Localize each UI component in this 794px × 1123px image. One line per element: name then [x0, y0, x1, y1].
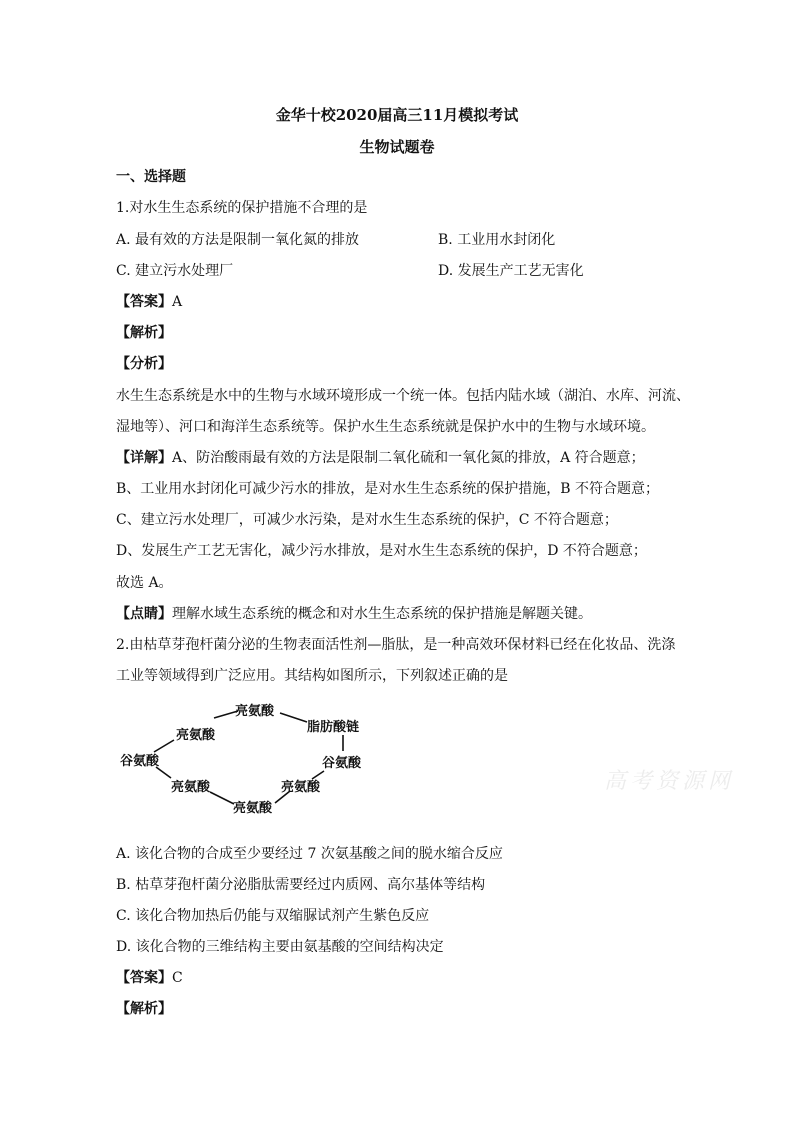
bond-line — [280, 713, 307, 722]
q2-option-d: D. 该化合物的三维结构主要由氨基酸的空间结构决定 — [116, 939, 444, 955]
q1-fenxi-tag: 【分析】 — [116, 356, 172, 372]
detail-tag: 【详解】 — [116, 450, 172, 466]
bond-line — [312, 771, 324, 779]
exam-title: 金华十校2020届高三11月模拟考试 — [275, 106, 519, 124]
q1-option-d: D. 发展生产工艺无害化 — [438, 263, 584, 279]
node-left: 谷氨酸 — [120, 754, 160, 769]
point-tag: 【点睛】 — [116, 606, 172, 622]
section-heading: 一、选择题 — [116, 169, 186, 185]
node-right: 谷氨酸 — [322, 756, 362, 771]
q1-option-b: B. 工业用水封闭化 — [438, 232, 556, 248]
node-upper-left: 亮氨酸 — [176, 728, 216, 743]
q2-option-a: A. 该化合物的合成至少要经过 7 次氨基酸之间的脱水缩合反应 — [116, 846, 503, 862]
q2-answer — [116, 967, 183, 987]
node-bottom: 亮氨酸 — [233, 801, 273, 816]
q2-option-c: C. 该化合物加热后仍能与双缩脲试剂产生紫色反应 — [116, 908, 430, 924]
q1-detail-d: D、发展生产工艺无害化，减少污水排放，是对水生生态系统的保护，D 不符合题意； — [116, 543, 647, 559]
q2-stem-line1: 2.由枯草芽孢杆菌分泌的生物表面活性剂—脂肽，是一种高效环保材料已经在化妆品、洗涤 — [116, 637, 676, 653]
q2-stem-line2: 工业等领域得到广泛应用。其结构如图所示，下列叙述正确的是 — [116, 668, 508, 684]
answer-tag: 【答案】 — [116, 970, 172, 986]
q1-option-c: C. 建立污水处理厂 — [116, 263, 234, 279]
node-lower-left: 亮氨酸 — [171, 780, 211, 795]
q1-detail-a — [116, 447, 645, 467]
q1-detail-b: B、工业用水封闭化可减少污水的排放，是对水生生态系统的保护措施，B 不符合题意； — [116, 481, 660, 497]
bond-line — [154, 740, 174, 752]
node-fatty-acid-chain: 脂肪酸链 — [307, 720, 360, 735]
q1-answer — [116, 291, 182, 311]
point-text: 理解水域生态系统的概念和对水生生态系统的保护措施是解题关键。 — [172, 606, 592, 622]
q1-stem: 1.对水生生态系统的保护措施不合理的是 — [116, 200, 368, 216]
q1-analysis-line2: 湿地等）、河口和海洋生态系统等。保护水生生态系统就是保护水中的生物与水域环境。 — [116, 419, 655, 435]
answer-value: C — [172, 970, 183, 986]
q1-conclusion: 故选 A。 — [116, 575, 173, 591]
q1-option-a: A. 最有效的方法是限制一氧化氮的排放 — [116, 232, 360, 248]
q1-analysis-line1: 水生生态系统是水中的生物与水域环境形成一个统一体。包括内陆水域（湖泊、水库、河流、 — [116, 388, 690, 404]
answer-value: A — [172, 294, 183, 310]
q1-point — [116, 603, 592, 623]
node-lower-right: 亮氨酸 — [281, 780, 321, 795]
node-top: 亮氨酸 — [235, 704, 275, 719]
q2-option-b: B. 枯草芽孢杆菌分泌脂肽需要经过内质网、高尔基体等结构 — [116, 877, 486, 893]
q1-detail-c: C、建立污水处理厂，可减少水污染，是对水生生态系统的保护，C 不符合题意； — [116, 512, 618, 528]
lipopeptide-structure-diagram — [116, 695, 386, 825]
exam-subtitle: 生物试题卷 — [359, 138, 435, 156]
q1-jiexi-tag: 【解析】 — [116, 325, 172, 341]
answer-tag: 【答案】 — [116, 294, 172, 310]
detail-a-text: A、防治酸雨最有效的方法是限制二氧化硫和一氧化氮的排放，A 符合题意； — [172, 450, 645, 466]
q2-jiexi-tag: 【解析】 — [116, 1001, 172, 1017]
bond-line — [210, 792, 234, 804]
watermark: 高考资源网 — [604, 769, 735, 794]
